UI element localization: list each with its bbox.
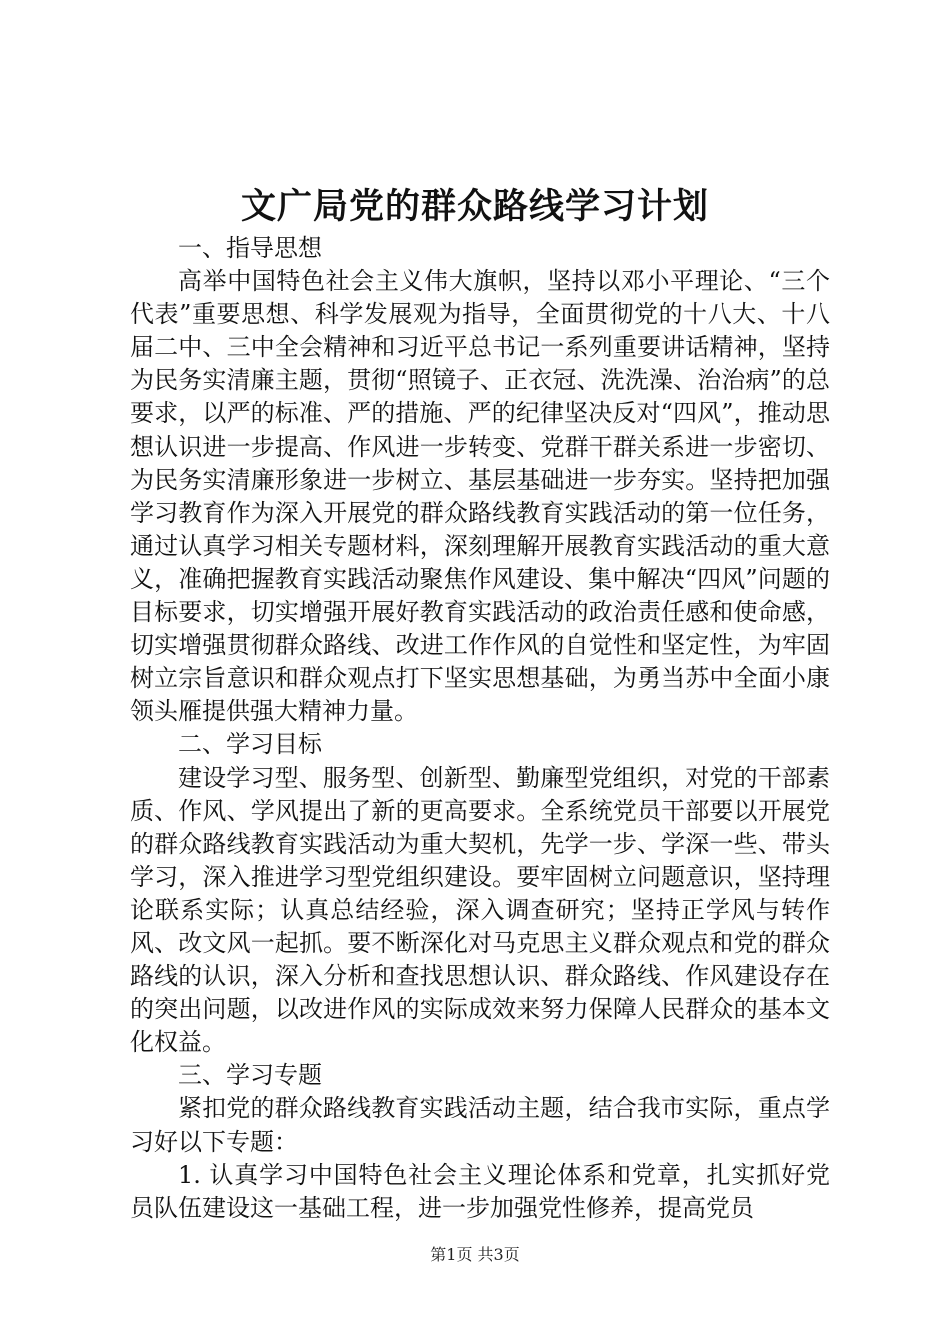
section-heading-guiding-thought: 一、指导思想 — [178, 234, 322, 262]
section-heading-learning-topics: 三、学习专题 — [178, 1061, 322, 1090]
paragraph-topic-1: 1. 认真学习中国特色社会主义理论体系和党章，扎实抓好党员队伍建设这一基础工程，进一步加强党性修养，提高党员 — [130, 1160, 830, 1222]
document-body — [130, 232, 830, 1225]
paragraph-learning-goals: 建设学习型、服务型、创新型、勤廉型党组织，对党的干部素质、作风、学风提出了新的更高要求。全系统党员干部要以开展党的群众路线教育实践活动为重大契机，先学一步、学深一些、带头学习，深入推进学习型党组织建设。要牢固树立问题意识，坚持理论联系实际；认真总结经验，深入调查研究；坚持正学风与转作风、改文风一起抓。要不断深化对马克思主义群众观点和党的群众路线的认识，深入分析和查找思想认识、群众路线、作风建设存在的突出问题，以改进作风的实际成效来努力保障人民群众的基本文化权益。 — [130, 763, 830, 1057]
document-title: 文广局党的群众路线学习计划 — [240, 187, 709, 227]
paragraph-guiding-thought: 高举中国特色社会主义伟大旗帜，坚持以邓小平理论、“三个代表”重要思想、科学发展观为指导，全面贯彻党的十八大、十八届二中、三中全会精神和习近平总书记一系列重要讲话精神，坚持为民务实清廉主题，贯彻“照镜子、正衣冠、洗洗澡、治治病”的总要求，以严的标准、严的措施、严的纪律坚决反对“四风”，推动思想认识进一步提高、作风进一步转变、党群干群关系进一步密切、为民务实清廉形象进一步树立、基层基础进一步夯实。坚持把加强学习教育作为深入开展党的群众路线教育实践活动的第一位任务，通过认真学习相关专题材料，深刻理解开展教育实践活动的重大意义，准确把握教育实践活动聚焦作风建设、集中解决“四风”问题的目标要求，切实增强开展好教育实践活动的政治责任感和使命感，切实增强贯彻群众路线、改进工作作风的自觉性和坚定性，为牢固树立宗旨意识和群众观点打下坚实思想基础，为勇当苏中全面小康领头雁提供强大精神力量。 — [130, 267, 830, 726]
paragraph-learning-topics-intro: 紧扣党的群众路线教育实践活动主题，结合我市实际，重点学习好以下专题： — [130, 1094, 830, 1156]
page-number-footer: 第1页 共3页 — [430, 1245, 520, 1264]
section-heading-learning-goals: 二、学习目标 — [178, 730, 322, 759]
